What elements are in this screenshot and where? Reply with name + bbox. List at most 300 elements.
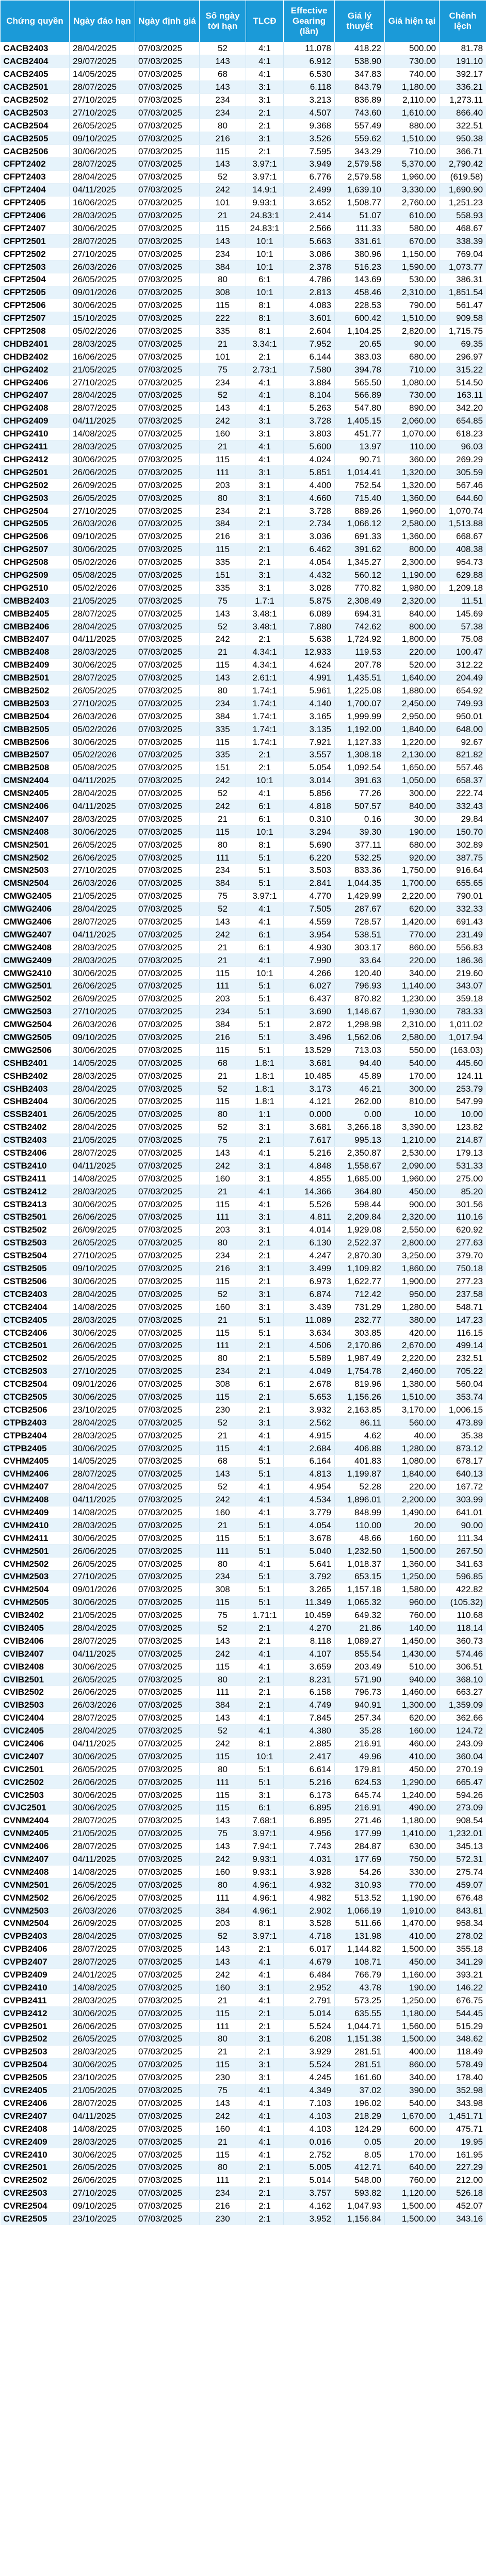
cell-difference: 392.17 — [440, 68, 486, 80]
cell-days: 75 — [200, 2084, 246, 2097]
cell-warrant: CMWG2406 — [1, 902, 70, 915]
cell-difference: 783.33 — [440, 1005, 486, 1018]
cell-difference: 312.22 — [440, 658, 486, 671]
cell-current-price: 2,580.00 — [385, 517, 440, 530]
cell-difference: 222.74 — [440, 787, 486, 800]
cell-valuation-date: 07/03/2025 — [135, 1596, 200, 1609]
cell-difference: 11.51 — [440, 594, 486, 607]
cell-warrant: CTCB2406 — [1, 1326, 70, 1339]
cell-theoretical-price: 262.00 — [335, 1095, 385, 1108]
table-row — [1, 1057, 486, 1070]
table-row — [1, 928, 486, 941]
cell-valuation-date: 07/03/2025 — [135, 106, 200, 119]
cell-maturity-date: 26/09/2025 — [70, 479, 135, 492]
cell-warrant: CVNM2407 — [1, 1853, 70, 1866]
cell-valuation-date: 07/03/2025 — [135, 1172, 200, 1185]
cell-valuation-date: 07/03/2025 — [135, 1545, 200, 1558]
cell-gearing: 12.933 — [284, 645, 335, 658]
cell-maturity-date: 28/03/2025 — [70, 1185, 135, 1198]
cell-warrant: CSTB2412 — [1, 1185, 70, 1198]
cell-days: 143 — [200, 80, 246, 93]
cell-days: 216 — [200, 2199, 246, 2212]
cell-warrant: CVIC2503 — [1, 1789, 70, 1802]
cell-maturity-date: 28/04/2025 — [70, 1724, 135, 1737]
cell-ratio: 1.74:1 — [246, 684, 284, 697]
cell-ratio: 3:1 — [246, 1301, 284, 1314]
cell-valuation-date: 07/03/2025 — [135, 1454, 200, 1467]
cell-difference: 219.60 — [440, 967, 486, 980]
cell-warrant: CVNM2406 — [1, 1840, 70, 1853]
cell-theoretical-price: 1,092.54 — [335, 761, 385, 774]
cell-days: 143 — [200, 671, 246, 684]
cell-gearing: 5.663 — [284, 235, 335, 248]
cell-difference: 749.93 — [440, 697, 486, 710]
cell-current-price: 220.00 — [385, 645, 440, 658]
cell-valuation-date: 07/03/2025 — [135, 1018, 200, 1031]
cell-theoretical-price: 3,266.18 — [335, 1121, 385, 1133]
cell-days: 111 — [200, 1686, 246, 1699]
cell-maturity-date: 27/10/2025 — [70, 2186, 135, 2199]
cell-days: 143 — [200, 401, 246, 414]
cell-days: 143 — [200, 235, 246, 248]
cell-difference: 1,359.09 — [440, 1698, 486, 1711]
table-row — [1, 363, 486, 376]
cell-theoretical-price: 712.42 — [335, 1288, 385, 1301]
cell-theoretical-price: 560.12 — [335, 569, 385, 581]
cell-maturity-date: 30/06/2025 — [70, 1750, 135, 1763]
cell-theoretical-price: 743.60 — [335, 106, 385, 119]
cell-valuation-date: 07/03/2025 — [135, 492, 200, 505]
cell-current-price: 1,420.00 — [385, 915, 440, 928]
table-row — [1, 1146, 486, 1159]
cell-ratio: 4:1 — [246, 954, 284, 967]
cell-gearing: 7.845 — [284, 1711, 335, 1724]
cell-difference: 663.27 — [440, 1686, 486, 1699]
cell-ratio: 4:1 — [246, 2148, 284, 2161]
cell-valuation-date: 07/03/2025 — [135, 633, 200, 645]
cell-warrant: CVPB2409 — [1, 1968, 70, 1981]
cell-valuation-date: 07/03/2025 — [135, 2020, 200, 2033]
cell-valuation-date: 07/03/2025 — [135, 954, 200, 967]
cell-maturity-date: 26/03/2026 — [70, 1018, 135, 1031]
cell-theoretical-price: 1,047.93 — [335, 2199, 385, 2212]
cell-ratio: 5:1 — [246, 1545, 284, 1558]
cell-current-price: 560.00 — [385, 1416, 440, 1429]
cell-maturity-date: 21/05/2025 — [70, 1133, 135, 1146]
cell-current-price: 3,330.00 — [385, 183, 440, 196]
cell-maturity-date: 09/10/2025 — [70, 2199, 135, 2212]
cell-gearing: 14.366 — [284, 1185, 335, 1198]
cell-valuation-date: 07/03/2025 — [135, 1711, 200, 1724]
table-row — [1, 1596, 486, 1609]
cell-difference: 110.68 — [440, 1609, 486, 1622]
cell-theoretical-price: 513.52 — [335, 1891, 385, 1904]
cell-warrant: CVIC2406 — [1, 1737, 70, 1750]
cell-difference: 111.34 — [440, 1532, 486, 1545]
header-maturity-date: Ngày đáo hạn — [70, 1, 135, 42]
cell-difference: 186.36 — [440, 954, 486, 967]
cell-days: 115 — [200, 222, 246, 235]
cell-maturity-date: 09/10/2025 — [70, 1031, 135, 1044]
cell-days: 384 — [200, 261, 246, 273]
cell-theoretical-price: 538.90 — [335, 55, 385, 68]
cell-ratio: 4:1 — [246, 376, 284, 389]
cell-maturity-date: 28/03/2025 — [70, 1070, 135, 1082]
cell-gearing: 3.803 — [284, 427, 335, 440]
cell-ratio: 2:1 — [246, 2199, 284, 2212]
cell-ratio: 1.71:1 — [246, 1609, 284, 1622]
cell-ratio: 4.96:1 — [246, 1878, 284, 1891]
cell-days: 234 — [200, 376, 246, 389]
cell-warrant: CMSN2502 — [1, 851, 70, 864]
cell-current-price: 1,360.00 — [385, 492, 440, 505]
cell-valuation-date: 07/03/2025 — [135, 838, 200, 851]
cell-days: 111 — [200, 980, 246, 993]
cell-days: 80 — [200, 492, 246, 505]
cell-valuation-date: 07/03/2025 — [135, 55, 200, 68]
cell-days: 234 — [200, 106, 246, 119]
cell-maturity-date: 04/11/2025 — [70, 928, 135, 941]
cell-difference: 123.82 — [440, 1121, 486, 1133]
cell-gearing: 4.247 — [284, 1249, 335, 1262]
cell-gearing: 2.734 — [284, 517, 335, 530]
cell-maturity-date: 30/06/2025 — [70, 145, 135, 158]
cell-days: 242 — [200, 633, 246, 645]
cell-theoretical-price: 458.46 — [335, 286, 385, 299]
cell-current-price: 190.00 — [385, 825, 440, 838]
cell-ratio: 2.61:1 — [246, 671, 284, 684]
cell-current-price: 760.00 — [385, 2174, 440, 2186]
cell-warrant: CSTB2506 — [1, 1275, 70, 1288]
cell-maturity-date: 30/06/2025 — [70, 1095, 135, 1108]
cell-gearing: 4.103 — [284, 2123, 335, 2135]
cell-theoretical-price: 1,109.82 — [335, 1262, 385, 1275]
cell-gearing: 9.368 — [284, 119, 335, 132]
cell-current-price: 2,450.00 — [385, 697, 440, 710]
cell-difference: 69.35 — [440, 337, 486, 350]
table-row — [1, 684, 486, 697]
cell-valuation-date: 07/03/2025 — [135, 1942, 200, 1955]
cell-maturity-date: 26/06/2025 — [70, 466, 135, 479]
cell-valuation-date: 07/03/2025 — [135, 1326, 200, 1339]
table-row — [1, 261, 486, 273]
cell-gearing: 3.681 — [284, 1057, 335, 1070]
table-row — [1, 1005, 486, 1018]
cell-theoretical-price: 1,435.51 — [335, 671, 385, 684]
cell-gearing: 4.915 — [284, 1429, 335, 1442]
cell-difference: 270.19 — [440, 1763, 486, 1776]
cell-valuation-date: 07/03/2025 — [135, 2174, 200, 2186]
cell-gearing: 4.380 — [284, 1724, 335, 1737]
cell-theoretical-price: 383.03 — [335, 350, 385, 363]
cell-difference: 560.04 — [440, 1378, 486, 1390]
cell-ratio: 3.48:1 — [246, 620, 284, 633]
table-row — [1, 235, 486, 248]
cell-current-price: 630.00 — [385, 1840, 440, 1853]
cell-days: 80 — [200, 119, 246, 132]
cell-maturity-date: 30/06/2025 — [70, 299, 135, 312]
cell-warrant: CVIC2405 — [1, 1724, 70, 1737]
cell-current-price: 710.00 — [385, 363, 440, 376]
cell-gearing: 3.884 — [284, 376, 335, 389]
cell-valuation-date: 07/03/2025 — [135, 1994, 200, 2007]
cell-theoretical-price: 418.22 — [335, 42, 385, 55]
cell-ratio: 8:1 — [246, 1917, 284, 1930]
cell-difference: (163.03) — [440, 1044, 486, 1057]
cell-valuation-date: 07/03/2025 — [135, 581, 200, 594]
cell-gearing: 4.786 — [284, 273, 335, 286]
cell-theoretical-price: 2,350.87 — [335, 1146, 385, 1159]
cell-warrant: CHDB2402 — [1, 350, 70, 363]
cell-ratio: 3:1 — [246, 1172, 284, 1185]
cell-gearing: 4.954 — [284, 1480, 335, 1493]
table-row — [1, 466, 486, 479]
cell-days: 216 — [200, 1031, 246, 1044]
cell-difference: 342.20 — [440, 401, 486, 414]
cell-valuation-date: 07/03/2025 — [135, 1480, 200, 1493]
cell-current-price: 840.00 — [385, 607, 440, 620]
cell-maturity-date: 14/05/2025 — [70, 1057, 135, 1070]
cell-days: 52 — [200, 902, 246, 915]
table-row — [1, 1236, 486, 1249]
cell-maturity-date: 28/03/2025 — [70, 2045, 135, 2058]
cell-gearing: 3.526 — [284, 132, 335, 145]
cell-theoretical-price: 131.98 — [335, 1930, 385, 1942]
cell-warrant: CMBB2503 — [1, 697, 70, 710]
table-row — [1, 1275, 486, 1288]
cell-current-price: 1,510.00 — [385, 312, 440, 325]
table-row — [1, 80, 486, 93]
cell-current-price: 1,180.00 — [385, 1814, 440, 1827]
cell-current-price: 2,060.00 — [385, 414, 440, 427]
cell-warrant: CACB2504 — [1, 119, 70, 132]
cell-days: 308 — [200, 1378, 246, 1390]
cell-warrant: CMBB2508 — [1, 761, 70, 774]
cell-valuation-date: 07/03/2025 — [135, 1146, 200, 1159]
cell-theoretical-price: 1,429.99 — [335, 889, 385, 902]
cell-warrant: CMWG2501 — [1, 980, 70, 993]
cell-ratio: 1.74:1 — [246, 710, 284, 723]
cell-valuation-date: 07/03/2025 — [135, 1802, 200, 1814]
cell-gearing: 5.014 — [284, 2174, 335, 2186]
cell-difference: 1,451.71 — [440, 2110, 486, 2123]
cell-difference: 514.50 — [440, 376, 486, 389]
cell-theoretical-price: 1,685.00 — [335, 1172, 385, 1185]
cell-gearing: 2.902 — [284, 1904, 335, 1917]
cell-current-price: 2,800.00 — [385, 1236, 440, 1249]
cell-theoretical-price: 177.69 — [335, 1853, 385, 1866]
cell-maturity-date: 27/10/2025 — [70, 505, 135, 517]
cell-maturity-date: 28/03/2025 — [70, 337, 135, 350]
cell-theoretical-price: 287.67 — [335, 902, 385, 915]
cell-current-price: 2,220.00 — [385, 889, 440, 902]
cell-gearing: 6.027 — [284, 980, 335, 993]
cell-current-price: 1,860.00 — [385, 1262, 440, 1275]
cell-current-price: 750.00 — [385, 1853, 440, 1866]
table-row — [1, 2135, 486, 2148]
cell-maturity-date: 05/08/2025 — [70, 569, 135, 581]
cell-current-price: 420.00 — [385, 1326, 440, 1339]
cell-gearing: 4.162 — [284, 2199, 335, 2212]
cell-valuation-date: 07/03/2025 — [135, 1878, 200, 1891]
cell-ratio: 4:1 — [246, 440, 284, 453]
cell-days: 115 — [200, 658, 246, 671]
cell-days: 143 — [200, 915, 246, 928]
cell-maturity-date: 28/07/2025 — [70, 401, 135, 414]
cell-current-price: 1,280.00 — [385, 1301, 440, 1314]
cell-warrant: CHPG2508 — [1, 556, 70, 569]
cell-ratio: 2:1 — [246, 1698, 284, 1711]
cell-ratio: 2:1 — [246, 2020, 284, 2033]
cell-current-price: 1,280.00 — [385, 1442, 440, 1455]
cell-difference: 85.20 — [440, 1185, 486, 1198]
cell-difference: 19.95 — [440, 2135, 486, 2148]
cell-warrant: CVPB2502 — [1, 2033, 70, 2046]
cell-warrant: CTPB2403 — [1, 1416, 70, 1429]
cell-valuation-date: 07/03/2025 — [135, 1904, 200, 1917]
cell-maturity-date: 28/03/2025 — [70, 1314, 135, 1326]
cell-gearing: 2.604 — [284, 325, 335, 337]
cell-theoretical-price: 2,209.84 — [335, 1211, 385, 1224]
cell-current-price: 950.00 — [385, 1288, 440, 1301]
cell-days: 75 — [200, 1133, 246, 1146]
cell-gearing: 8.118 — [284, 1634, 335, 1647]
cell-maturity-date: 28/07/2025 — [70, 2097, 135, 2110]
cell-warrant: CHPG2412 — [1, 453, 70, 466]
cell-days: 216 — [200, 530, 246, 543]
table-row — [1, 1223, 486, 1236]
cell-ratio: 4:1 — [246, 2084, 284, 2097]
cell-ratio: 2.73:1 — [246, 363, 284, 376]
cell-difference: 629.88 — [440, 569, 486, 581]
cell-theoretical-price: 216.91 — [335, 1737, 385, 1750]
cell-difference: 302.89 — [440, 838, 486, 851]
cell-current-price: 540.00 — [385, 1057, 440, 1070]
cell-gearing: 3.681 — [284, 1121, 335, 1133]
table-row — [1, 1044, 486, 1057]
cell-theoretical-price: 538.51 — [335, 928, 385, 941]
cell-current-price: 1,460.00 — [385, 1686, 440, 1699]
cell-difference: 343.98 — [440, 2097, 486, 2110]
cell-valuation-date: 07/03/2025 — [135, 1532, 200, 1545]
cell-maturity-date: 30/06/2025 — [70, 1660, 135, 1673]
cell-warrant: CSHB2404 — [1, 1095, 70, 1108]
cell-ratio: 4:1 — [246, 1429, 284, 1442]
cell-valuation-date: 07/03/2025 — [135, 1866, 200, 1878]
cell-valuation-date: 07/03/2025 — [135, 2186, 200, 2199]
cell-maturity-date: 26/03/2026 — [70, 1698, 135, 1711]
cell-maturity-date: 30/06/2025 — [70, 967, 135, 980]
cell-days: 111 — [200, 1891, 246, 1904]
cell-days: 21 — [200, 645, 246, 658]
cell-days: 115 — [200, 2007, 246, 2020]
cell-difference: (105.32) — [440, 1596, 486, 1609]
cell-gearing: 5.040 — [284, 1545, 335, 1558]
cell-maturity-date: 26/06/2025 — [70, 1211, 135, 1224]
cell-ratio: 3:1 — [246, 1262, 284, 1275]
cell-difference: 1,070.74 — [440, 505, 486, 517]
cell-current-price: 2,670.00 — [385, 1339, 440, 1352]
cell-maturity-date: 26/09/2025 — [70, 1223, 135, 1236]
cell-days: 115 — [200, 2058, 246, 2071]
cell-maturity-date: 28/03/2025 — [70, 813, 135, 825]
cell-days: 101 — [200, 196, 246, 209]
cell-maturity-date: 30/06/2025 — [70, 1596, 135, 1609]
cell-difference: 567.46 — [440, 479, 486, 492]
cell-maturity-date: 28/07/2025 — [70, 1467, 135, 1480]
cell-current-price: 760.00 — [385, 1609, 440, 1622]
cell-ratio: 2:1 — [246, 1686, 284, 1699]
cell-maturity-date: 26/09/2025 — [70, 992, 135, 1005]
cell-valuation-date: 07/03/2025 — [135, 1262, 200, 1275]
cell-gearing: 2.791 — [284, 1994, 335, 2007]
cell-valuation-date: 07/03/2025 — [135, 658, 200, 671]
cell-difference: 341.63 — [440, 1558, 486, 1570]
cell-valuation-date: 07/03/2025 — [135, 1763, 200, 1776]
cell-theoretical-price: 271.46 — [335, 1814, 385, 1827]
cell-difference: 705.22 — [440, 1365, 486, 1378]
cell-days: 52 — [200, 1288, 246, 1301]
cell-valuation-date: 07/03/2025 — [135, 363, 200, 376]
cell-maturity-date: 26/05/2025 — [70, 1878, 135, 1891]
cell-theoretical-price: 1,127.33 — [335, 736, 385, 749]
cell-difference: 750.18 — [440, 1262, 486, 1275]
cell-maturity-date: 26/03/2026 — [70, 1904, 135, 1917]
cell-ratio: 4:1 — [246, 1185, 284, 1198]
cell-maturity-date: 04/11/2025 — [70, 1159, 135, 1172]
cell-valuation-date: 07/03/2025 — [135, 389, 200, 402]
cell-valuation-date: 07/03/2025 — [135, 453, 200, 466]
cell-maturity-date: 28/03/2025 — [70, 440, 135, 453]
table-row — [1, 1840, 486, 1853]
cell-maturity-date: 04/11/2025 — [70, 800, 135, 813]
cell-ratio: 3:1 — [246, 492, 284, 505]
cell-current-price: 1,380.00 — [385, 1378, 440, 1390]
table-row — [1, 1570, 486, 1583]
cell-warrant: CHPG2411 — [1, 440, 70, 453]
table-row — [1, 543, 486, 556]
cell-maturity-date: 28/03/2025 — [70, 941, 135, 954]
cell-warrant: CFPT2506 — [1, 299, 70, 312]
table-row — [1, 299, 486, 312]
cell-days: 143 — [200, 55, 246, 68]
cell-valuation-date: 07/03/2025 — [135, 941, 200, 954]
cell-days: 234 — [200, 1249, 246, 1262]
cell-current-price: 510.00 — [385, 1660, 440, 1673]
cell-gearing: 3.929 — [284, 2045, 335, 2058]
cell-gearing: 7.743 — [284, 1840, 335, 1853]
cell-warrant: CHPG2408 — [1, 401, 70, 414]
cell-valuation-date: 07/03/2025 — [135, 1223, 200, 1236]
cell-valuation-date: 07/03/2025 — [135, 2135, 200, 2148]
cell-days: 52 — [200, 1082, 246, 1095]
cell-current-price: 550.00 — [385, 1044, 440, 1057]
cell-current-price: 450.00 — [385, 1763, 440, 1776]
cell-days: 21 — [200, 954, 246, 967]
table-row — [1, 877, 486, 889]
cell-current-price: 770.00 — [385, 1878, 440, 1891]
cell-current-price: 1,910.00 — [385, 1904, 440, 1917]
cell-warrant: CMWG2502 — [1, 992, 70, 1005]
cell-warrant: CHPG2402 — [1, 363, 70, 376]
cell-ratio: 4:1 — [246, 1198, 284, 1211]
table-row — [1, 902, 486, 915]
cell-ratio: 3:1 — [246, 414, 284, 427]
cell-maturity-date: 27/10/2025 — [70, 376, 135, 389]
cell-valuation-date: 07/03/2025 — [135, 1442, 200, 1455]
cell-theoretical-price: 2,522.37 — [335, 1236, 385, 1249]
cell-warrant: CFPT2404 — [1, 183, 70, 196]
